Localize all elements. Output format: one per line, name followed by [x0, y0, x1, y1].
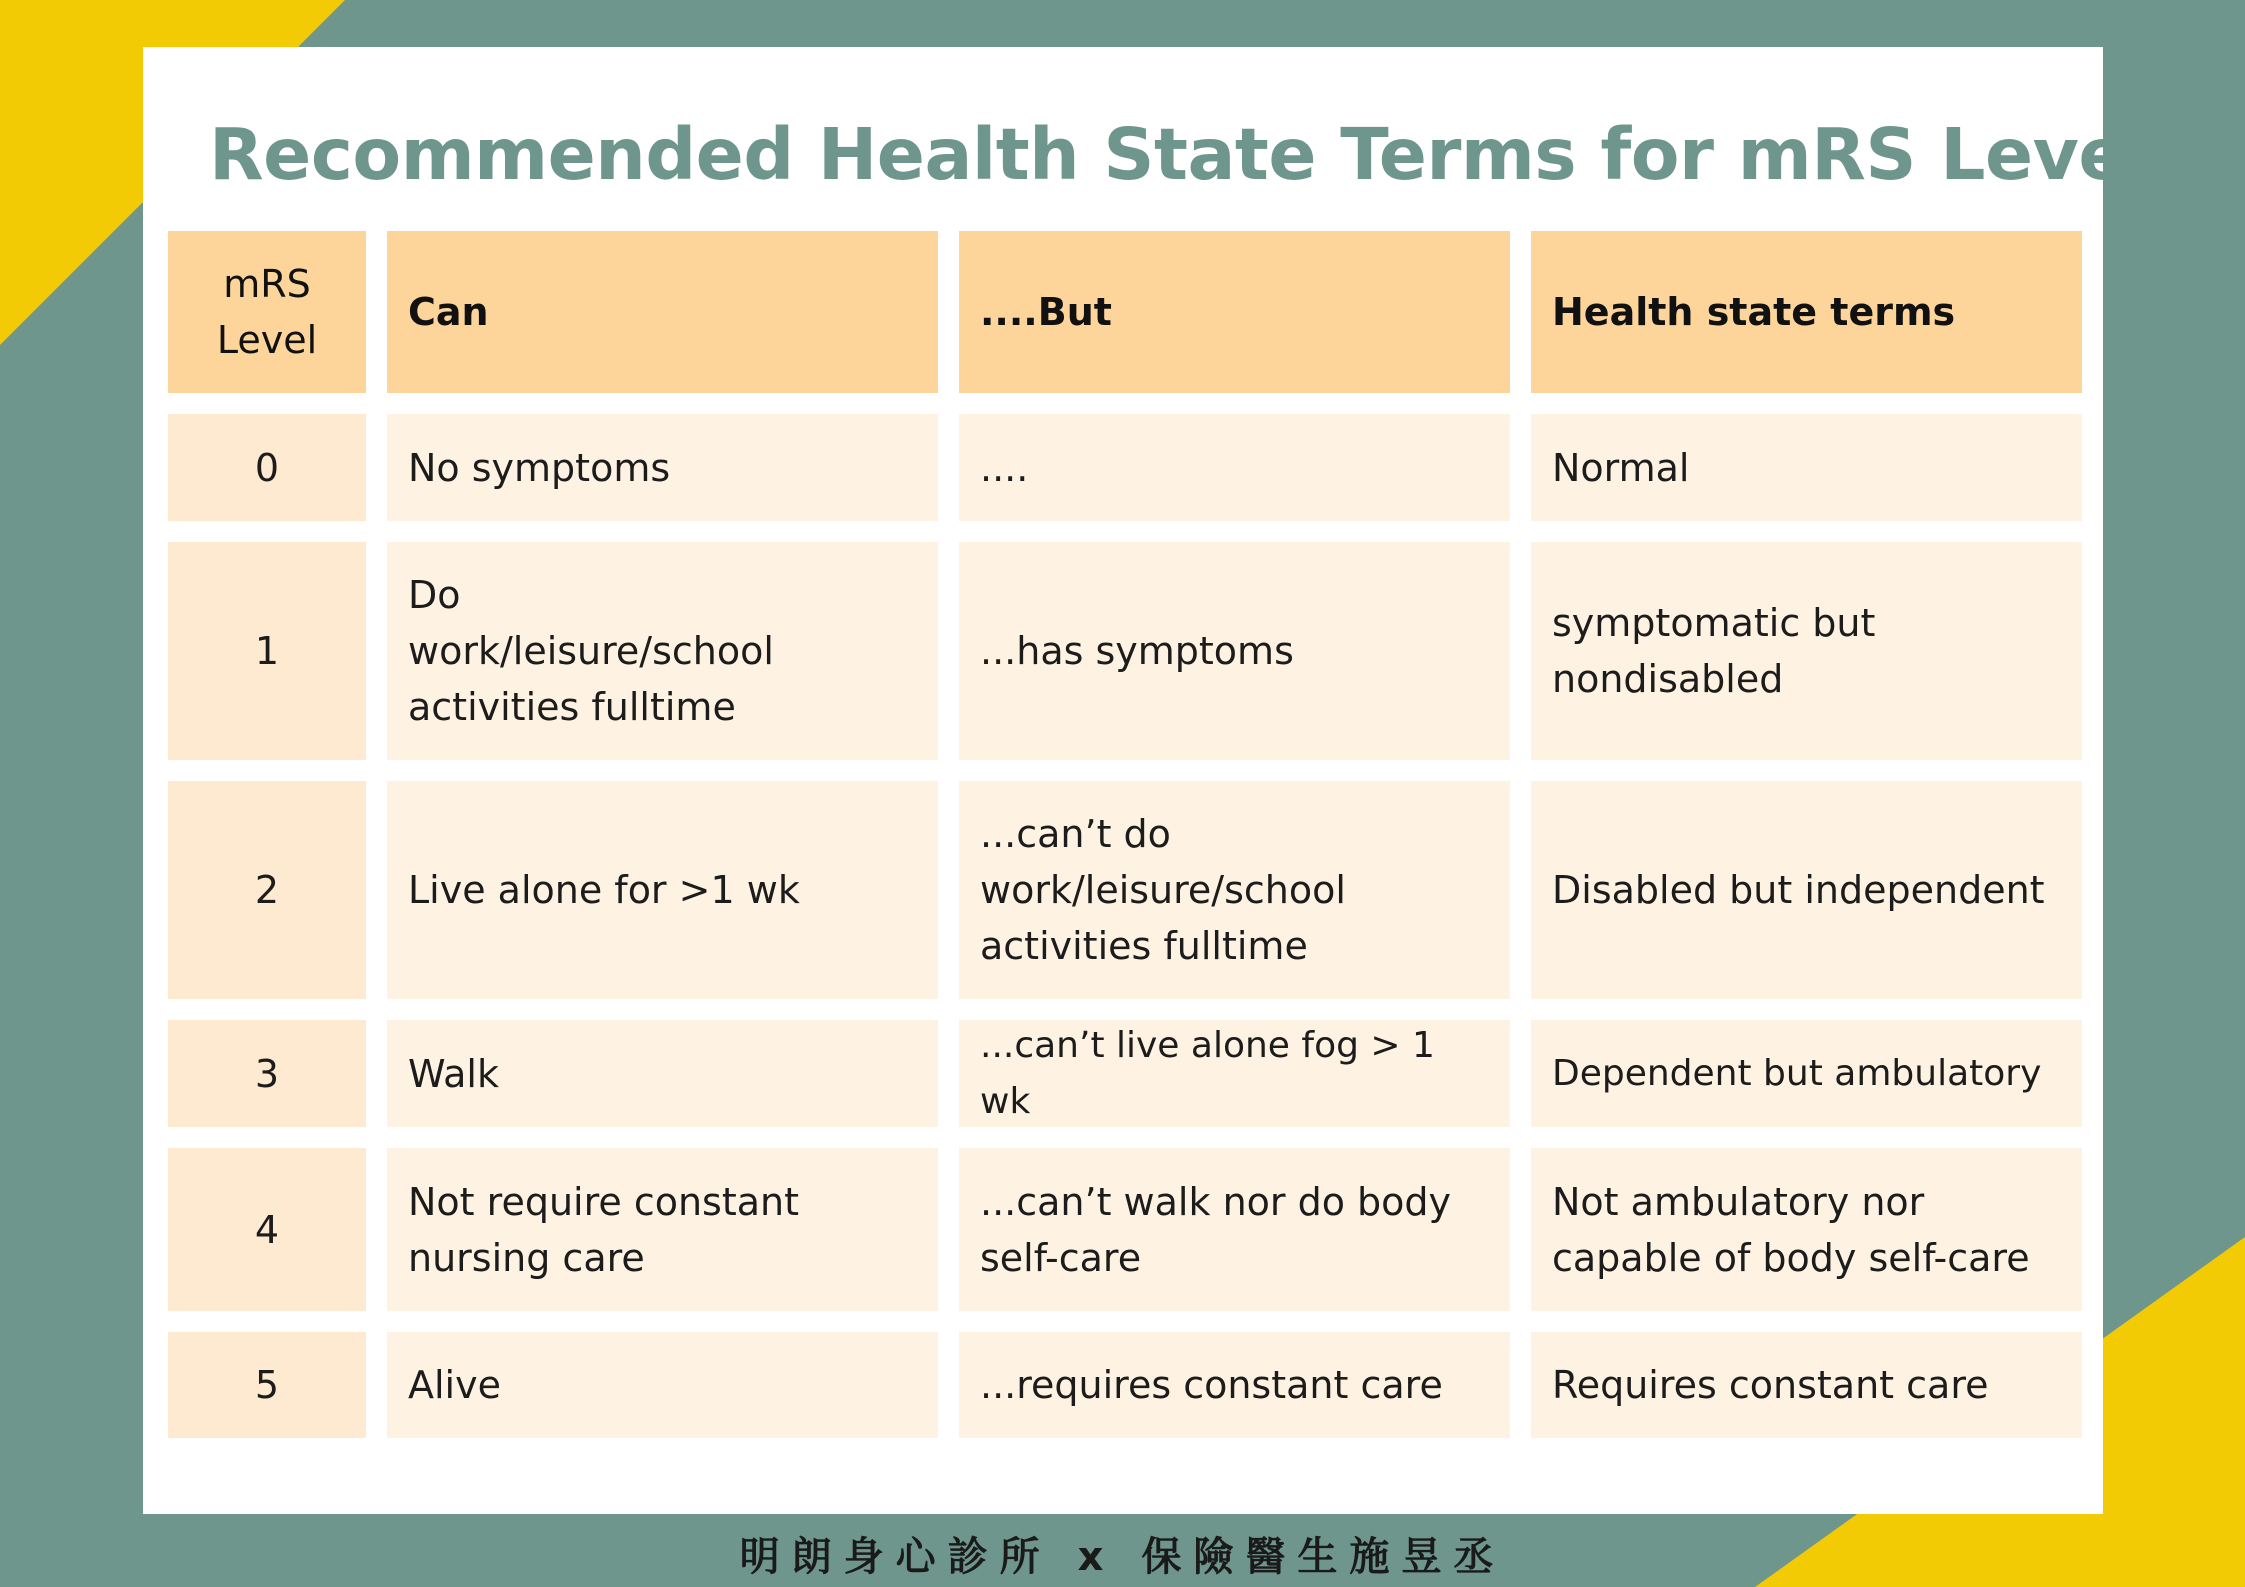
header-but: ....But — [959, 231, 1510, 393]
row-3-term: Dependent but ambulatory — [1531, 1020, 2082, 1127]
row-0-term: Normal — [1531, 414, 2082, 521]
footer-credit: 明朗身心診所 x 保險醫生施昱丞 — [739, 1534, 1506, 1580]
page-title: Recommended Health State Terms for mRS Levels — [209, 113, 2192, 196]
row-0-level: 0 — [168, 414, 366, 521]
header-mrs-level: mRS Level — [168, 231, 366, 393]
row-5-term: Requires constant care — [1531, 1332, 2082, 1438]
row-2-level: 2 — [168, 781, 366, 999]
row-3-but: ...can’t live alone fog > 1 wk — [959, 1020, 1510, 1127]
row-0-can: No symptoms — [387, 414, 938, 521]
row-5-can: Alive — [387, 1332, 938, 1438]
row-5-level: 5 — [168, 1332, 366, 1438]
header-can: Can — [387, 231, 938, 393]
row-4-can: Not require constant nursing care — [387, 1148, 938, 1311]
row-0-but: .... — [959, 414, 1510, 521]
row-2-term: Disabled but independent — [1531, 781, 2082, 999]
header-health-state-terms: Health state terms — [1531, 231, 2082, 393]
row-3-can: Walk — [387, 1020, 938, 1127]
row-5-but: ...requires constant care — [959, 1332, 1510, 1438]
mrs-table — [168, 231, 2082, 1438]
content-card — [143, 47, 2192, 1514]
row-4-but: ...can’t walk nor do body self-care — [959, 1148, 1510, 1311]
row-1-can: Do work/leisure/school activities fulltime — [387, 542, 938, 760]
row-1-level: 1 — [168, 542, 366, 760]
row-2-can: Live alone for >1 wk — [387, 781, 938, 999]
row-3-level: 3 — [168, 1020, 366, 1127]
row-4-level: 4 — [168, 1148, 366, 1311]
row-4-term: Not ambulatory nor capable of body self-care — [1531, 1148, 2082, 1311]
row-2-but: ...can’t do work/leisure/school activities fulltime — [959, 781, 1510, 999]
row-1-but: ...has symptoms — [959, 542, 1510, 760]
row-1-term: symptomatic but nondisabled — [1531, 542, 2082, 760]
